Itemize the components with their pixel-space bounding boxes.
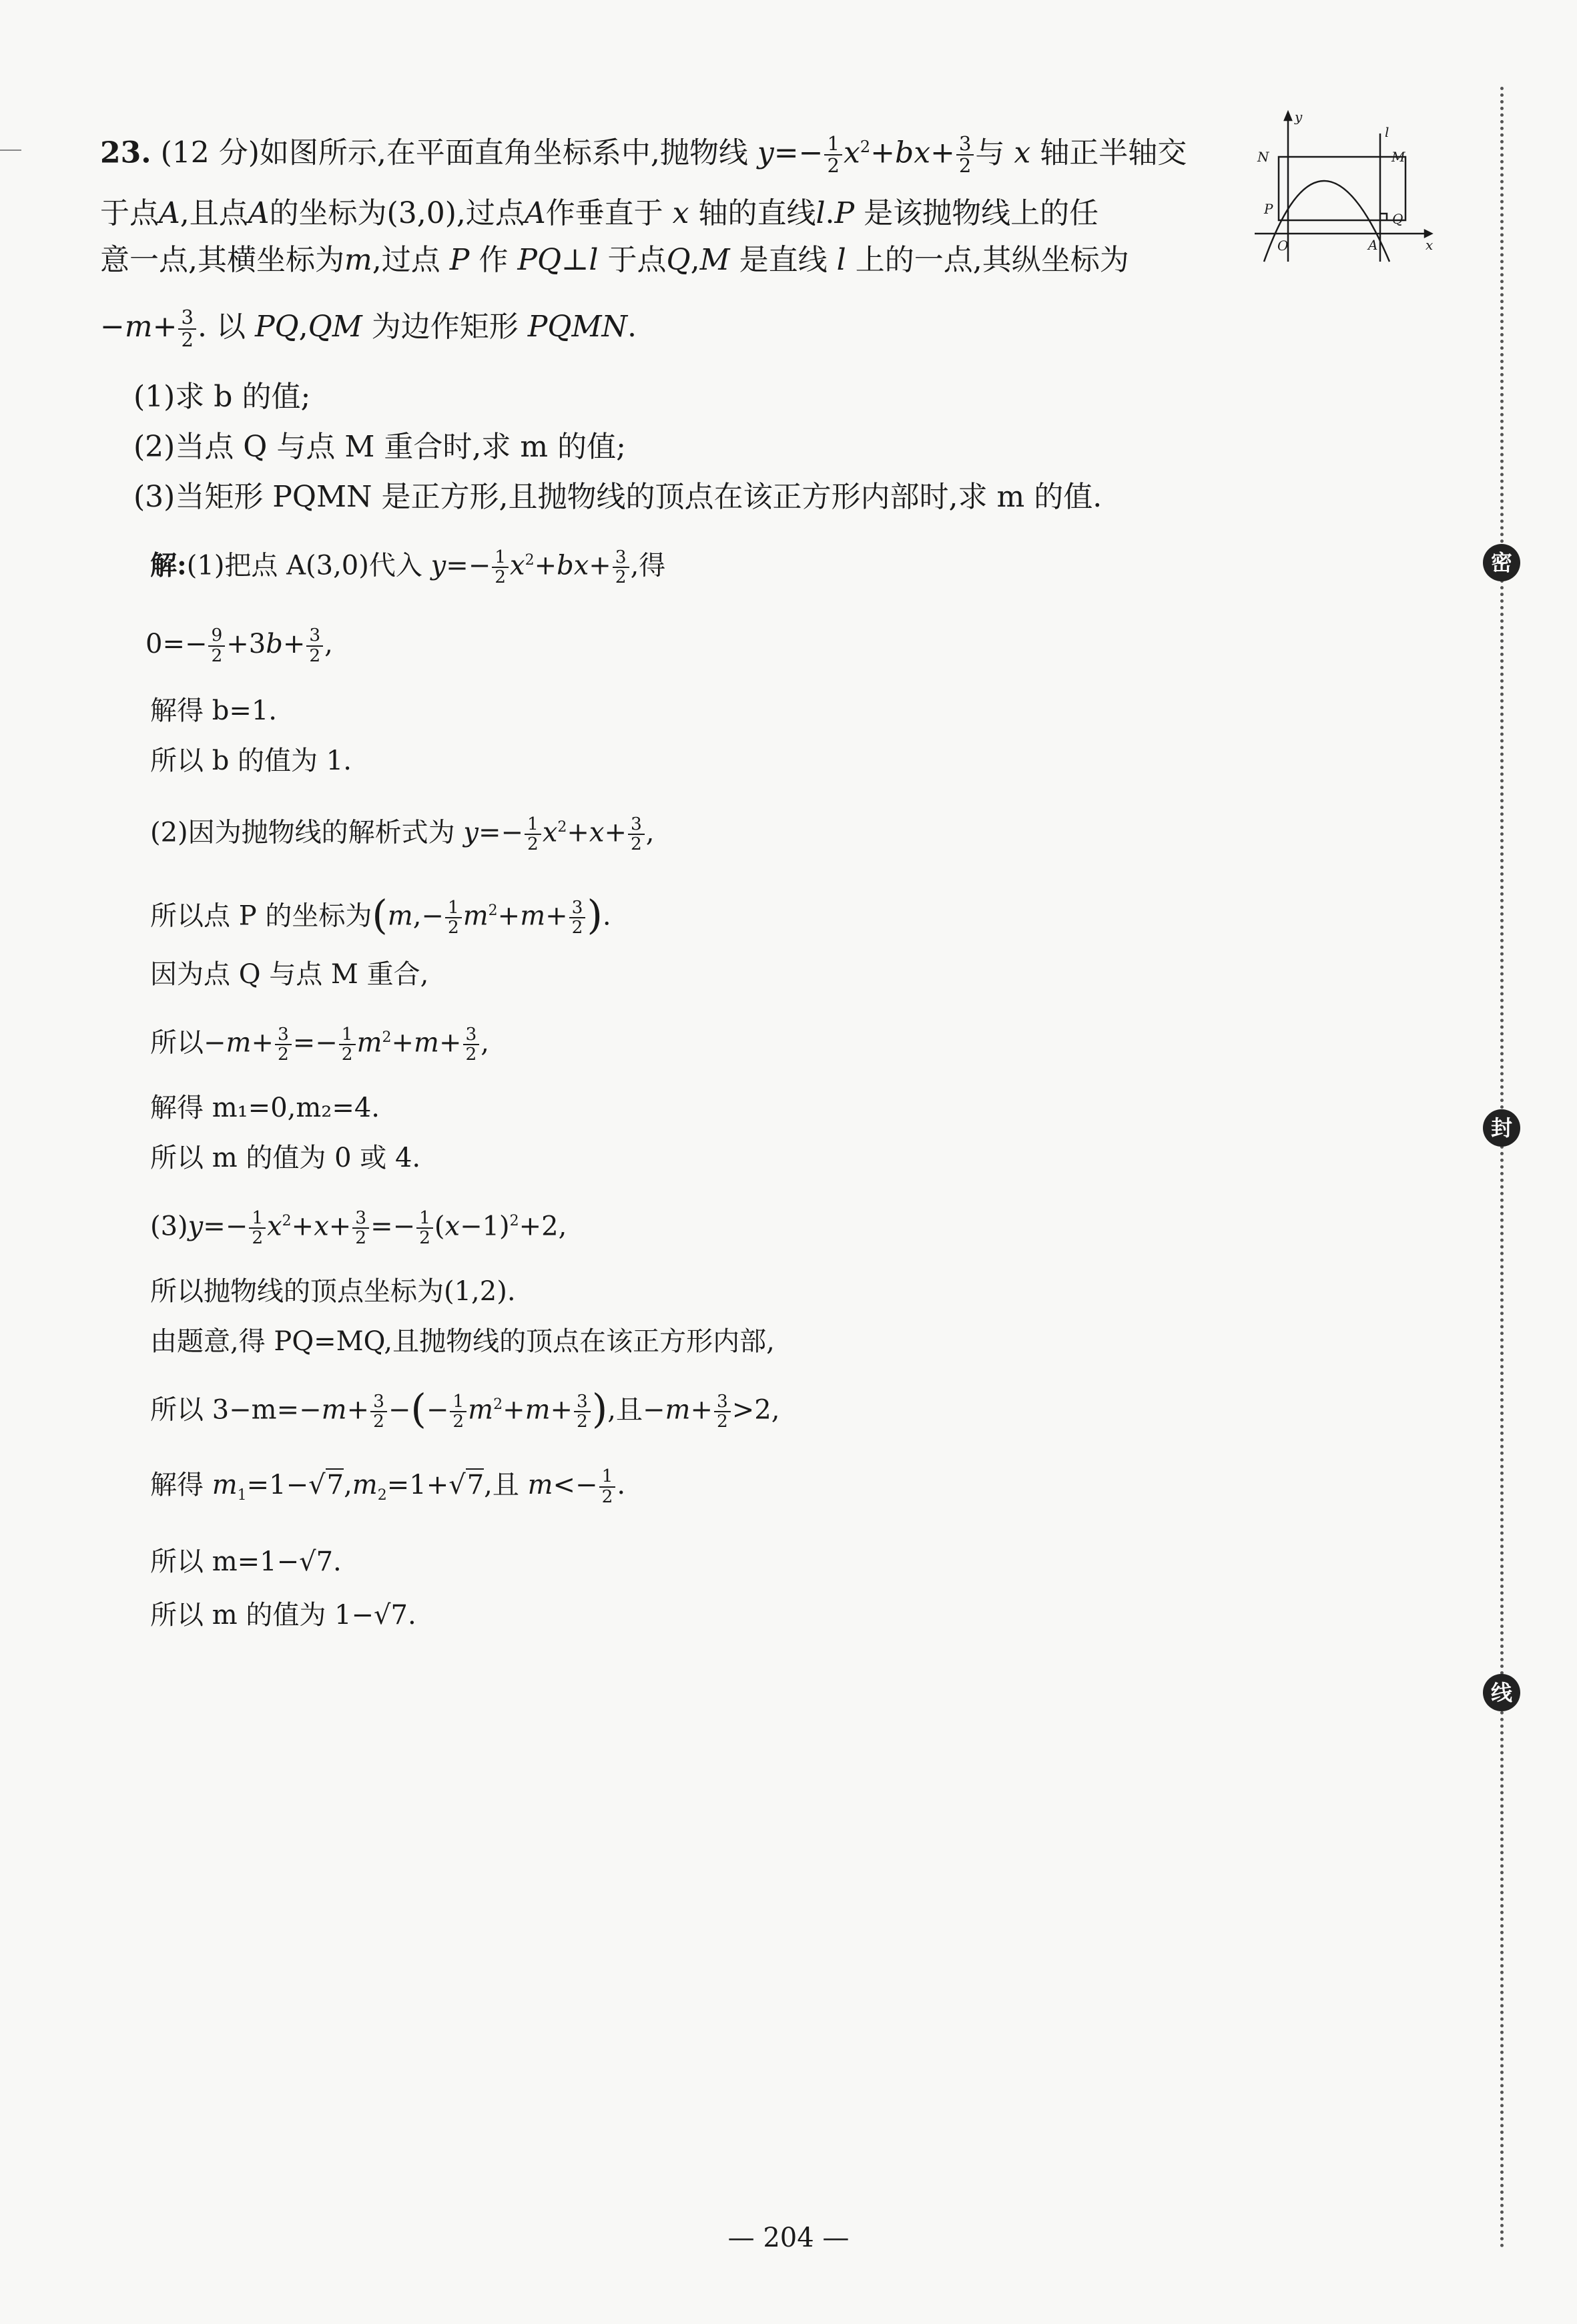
problem-text: , — [690, 243, 700, 277]
solution-text: 所以点 P 的坐标为 — [150, 900, 372, 932]
label-p: P — [1264, 201, 1273, 217]
seal-feng: 封 — [1483, 1109, 1520, 1147]
solution-text: ,得 — [630, 550, 666, 581]
label-l: l — [1385, 124, 1389, 140]
solution-line-16: 所以 m=1−√7. — [150, 1546, 342, 1577]
problem-line-2: 于点A,且点A的坐标为(3,0),过点A作垂直于 x 轴的直线l.P 是该抛物线上的任 — [100, 196, 1099, 230]
solution-line-5: (2)因为抛物线的解析式为 y=− $\frac{1}{2}$ $x^2+x+$ $\frac{3}{2}$ , — [150, 813, 655, 855]
problem-number: 23. — [100, 135, 151, 170]
problem-text: 轴的直线 — [698, 196, 816, 230]
problem-text: 与 — [975, 135, 1005, 170]
problem-text: 于点 — [607, 243, 667, 277]
problem-score: (12 分) — [160, 135, 260, 170]
problem-text: 的坐标为(3,0),过点 — [269, 196, 525, 230]
problem-text: 意一点,其横坐标为 — [100, 243, 344, 277]
problem-line-1: 23. (12 分)如图所示,在平面直角坐标系中,抛物线 y=− $\frac{1}{2}$ $x^2+bx+$ $\frac{3}{2}$ 与 x 轴正半轴交 — [100, 131, 1187, 178]
label-q: Q — [1392, 211, 1403, 227]
problem-text: 为边作矩形 — [371, 310, 519, 344]
solution-text: (2)因为抛物线的解析式为 — [150, 817, 455, 848]
problem-text: 作垂直于 — [545, 196, 663, 230]
solution-text: 解得 — [150, 1470, 204, 1500]
solution-line-8: 所以−m+ $\frac{3}{2}$ =− $\frac{1}{2}$ $m^2+m+$ $\frac{3}{2}$ , — [150, 1023, 490, 1065]
solution-line-11: (3)y=− $\frac{1}{2}$ $x^2+x+$ $\frac{3}{2}$ =− $\frac{1}{2}$ $(x-1)^2+2$, — [150, 1207, 567, 1249]
solution-line-7: 因为点 Q 与点 M 重合, — [150, 959, 429, 990]
problem-text: 是直线 — [739, 243, 828, 277]
question-2: (2)当点 Q 与点 M 重合时,求 m 的值; — [133, 430, 626, 464]
problem-text: , — [298, 310, 308, 344]
solution-line-13: 由题意,得 PQ=MQ,且抛物线的顶点在该正方形内部, — [150, 1326, 775, 1357]
solution-line-15: 解得 $m_1=1-√7,m_2=1+√7$,且 m<− $\frac{1}{2}$ . — [150, 1466, 626, 1507]
label-n: N — [1257, 149, 1269, 165]
solution-line-9: 解得 m₁=0,m₂=4. — [150, 1093, 380, 1123]
label-y: y — [1295, 109, 1303, 125]
problem-text: 如图所示,在平面直角坐标系中,抛物线 — [259, 135, 748, 170]
label-m: M — [1391, 149, 1405, 165]
solution-text: ,且 — [484, 1470, 519, 1500]
problem-text: 是该抛物线上的任 — [864, 196, 1099, 230]
solution-line-3: 解得 b=1. — [150, 695, 277, 726]
parabola-diagram — [1248, 107, 1435, 267]
solution-text: 所以 3−m= — [150, 1394, 300, 1426]
problem-text: . 以 — [197, 310, 246, 344]
solution-line-6: 所以点 P 的坐标为(m,− $\frac{1}{2}$ $m^2+m+$ $\frac{3}{2}$ ). — [150, 892, 611, 939]
problem-line-3: 意一点,其横坐标为m,过点 P 作 PQ⊥l 于点Q,M 是直线 l 上的一点,其纵坐标为 — [100, 243, 1129, 277]
question-1: (1)求 b 的值; — [133, 380, 311, 414]
solution-line-10: 所以 m 的值为 0 或 4. — [150, 1143, 421, 1173]
solution-label: 解: — [150, 549, 187, 581]
solution-line-14: 所以 3−m=−m+ $\frac{3}{2}$ −(− $\frac{1}{2}$ $m^2+m+$ $\frac{3}{2}$ ),且−m+ $\frac{3}{2}$ >2, — [150, 1386, 780, 1433]
rectangle-pqmn — [1279, 157, 1405, 220]
solution-text: (3) — [150, 1211, 188, 1242]
problem-text: . — [825, 196, 835, 230]
problem-text: ⊥ — [561, 243, 589, 277]
binding-margin-dotted-line — [1500, 87, 1504, 2249]
seal-mi: 密 — [1483, 544, 1520, 581]
solution-text: (1)把点 A(3,0)代入 — [186, 550, 422, 581]
solution-line-12: 所以抛物线的顶点坐标为(1,2). — [150, 1276, 516, 1307]
question-3: (3)当矩形 PQMN 是正方形,且抛物线的顶点在该正方形内部时,求 m 的值. — [133, 480, 1102, 514]
problem-text: 上的一点,其纵坐标为 — [855, 243, 1129, 277]
label-o: O — [1277, 238, 1289, 254]
problem-text: ,且点 — [180, 196, 248, 230]
problem-text: 轴正半轴交 — [1040, 135, 1187, 170]
problem-line-4: −m+ $\frac{3}{2}$ . 以 PQ,QM 为边作矩形 PQMN. — [100, 306, 637, 351]
solution-line-4: 所以 b 的值为 1. — [150, 746, 352, 776]
solution-line-17: 所以 m 的值为 1−√7. — [150, 1600, 416, 1631]
solution-text: ,且 — [607, 1394, 643, 1426]
problem-text: . — [627, 310, 637, 344]
solution-line-2: 0=− $\frac{9}{2}$ +3b+ $\frac{3}{2}$ , — [145, 625, 333, 666]
problem-text: ,过点 — [372, 243, 440, 277]
label-x: x — [1426, 237, 1434, 253]
solution-text: , — [645, 817, 655, 848]
problem-text: 于点 — [100, 196, 159, 230]
solution-text: 所以 — [150, 1027, 204, 1059]
solution-line-1: 解:(1)把点 A(3,0)代入 y=− $\frac{1}{2}$ $x^2+bx+$ $\frac{3}{2}$ ,得 — [150, 546, 666, 588]
parabola-figure — [1248, 107, 1435, 267]
page-edge-mark — [0, 150, 21, 151]
page-number: — 204 — — [727, 2223, 850, 2253]
problem-text: 作 — [479, 243, 509, 277]
seal-xian: 线 — [1483, 1674, 1520, 1711]
label-a: A — [1368, 237, 1378, 253]
